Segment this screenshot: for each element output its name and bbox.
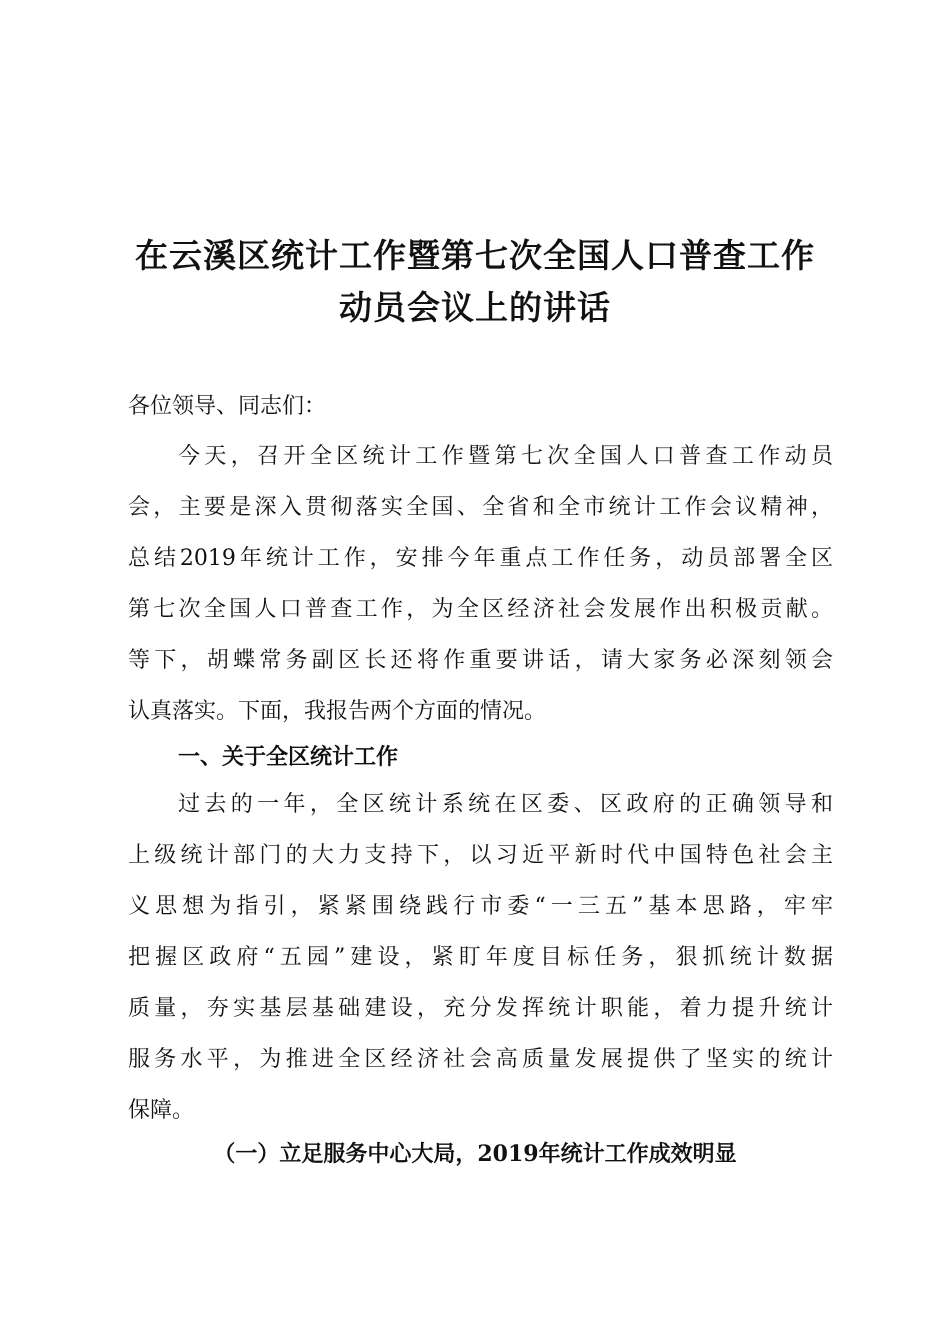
paragraph-line: 把握区政府“五园”建设，紧盯年度目标任务，狠抓统计数据: [128, 945, 833, 970]
section-heading-2: （一）立足服务中心大局，2019年统计工作成效明显: [213, 1141, 737, 1167]
paragraph-line: 质量，夯实基层基础建设，充分发挥统计职能，着力提升统计: [128, 996, 833, 1021]
paragraph-line: 服务水平，为推进全区经济社会高质量发展提供了坚实的统计: [128, 1047, 833, 1072]
paragraph-line: 认真落实。下面，我报告两个方面的情况。: [128, 699, 547, 724]
paragraph-line: 保障。: [128, 1098, 195, 1123]
document-title-line-2: 动员会议上的讲话: [339, 288, 611, 327]
paragraph-line: 义思想为指引，紧紧围绕践行市委“一三五”基本思路，牢牢: [128, 894, 833, 919]
paragraph-line: 第七次全国人口普查工作，为全区经济社会发展作出积极贡献。: [128, 597, 833, 622]
paragraph-line: 等下，胡蝶常务副区长还将作重要讲话，请大家务必深刻领会: [128, 648, 833, 673]
section-heading-1: 一、关于全区统计工作: [178, 745, 399, 770]
paragraph-line: 总结2019年统计工作，安排今年重点工作任务，动员部署全区: [128, 546, 833, 571]
paragraph-line: 会，主要是深入贯彻落实全国、全省和全市统计工作会议精神，: [128, 495, 833, 520]
paragraph-line: 上级统计部门的大力支持下，以习近平新时代中国特色社会主: [128, 843, 833, 868]
salutation-text: 各位领导、同志们：: [128, 394, 327, 419]
paragraph-line: 今天，召开全区统计工作暨第七次全国人口普查工作动员: [178, 444, 833, 469]
document-title-line-1: 在云溪区统计工作暨第七次全国人口普查工作: [135, 236, 815, 275]
paragraph-line: 过去的一年，全区统计系统在区委、区政府的正确领导和: [178, 792, 833, 817]
